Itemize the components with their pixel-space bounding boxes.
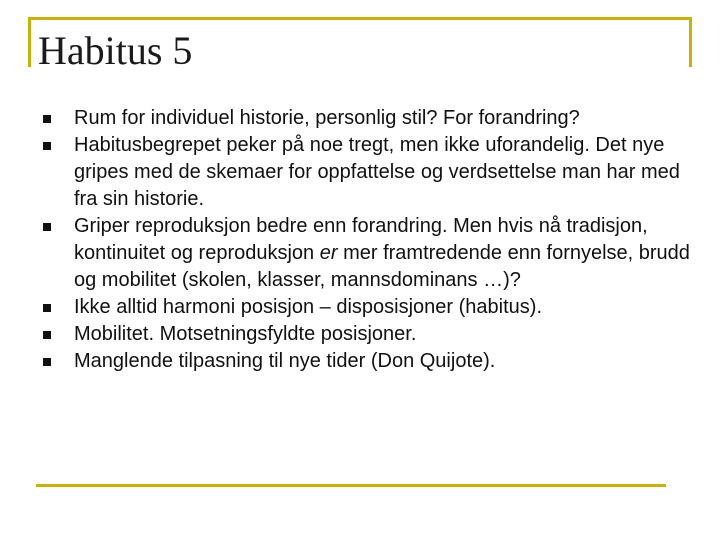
- square-bullet-icon: [43, 115, 51, 123]
- bullet-text: Ikke alltid harmoni posisjon – disposisjoner (habitus).: [74, 296, 543, 318]
- square-bullet-icon: [43, 223, 51, 231]
- bullet-text-emphasis: er: [319, 242, 338, 264]
- square-bullet-icon: [43, 304, 51, 312]
- frame-top-line: [28, 17, 692, 20]
- square-bullet-icon: [43, 331, 51, 339]
- slide-title: Habitus 5: [38, 28, 193, 73]
- frame-left-line: [28, 17, 31, 67]
- bullet-text-part: mer framtredende enn fornyelse, brudd og mobilitet (skolen, klasser, mannsdominans …)?: [74, 242, 690, 291]
- bullet-item: [40, 105, 690, 132]
- bullet-text-part: Griper reproduksjon bedre enn forandring. Men hvis nå tradisjon, kontinuitet og reproduksjon: [74, 215, 648, 264]
- bullet-item: [40, 294, 690, 321]
- bullet-item: [40, 348, 690, 375]
- bullet-list: [40, 105, 690, 375]
- bullet-item: [40, 132, 690, 213]
- bullet-text: Manglende tilpasning til nye tider (Don Quijote).: [74, 350, 496, 372]
- frame-right-line: [689, 17, 692, 67]
- bullet-text: Habitusbegrepet peker på noe tregt, men ikke uforandelig. Det nye gripes med de skemaer for oppfattelse og verdsettelse man har med fra sin historie.: [74, 134, 680, 210]
- bullet-text: Mobilitet. Motsetningsfyldte posisjoner.: [74, 323, 417, 345]
- square-bullet-icon: [43, 358, 51, 366]
- bullet-text: Rum for individuel historie, personlig stil? For forandring?: [74, 107, 580, 129]
- bullet-item: [40, 321, 690, 348]
- square-bullet-icon: [43, 142, 51, 150]
- bullet-text: [74, 213, 690, 294]
- frame-bottom-line: [36, 484, 666, 487]
- bullet-item: [40, 213, 690, 294]
